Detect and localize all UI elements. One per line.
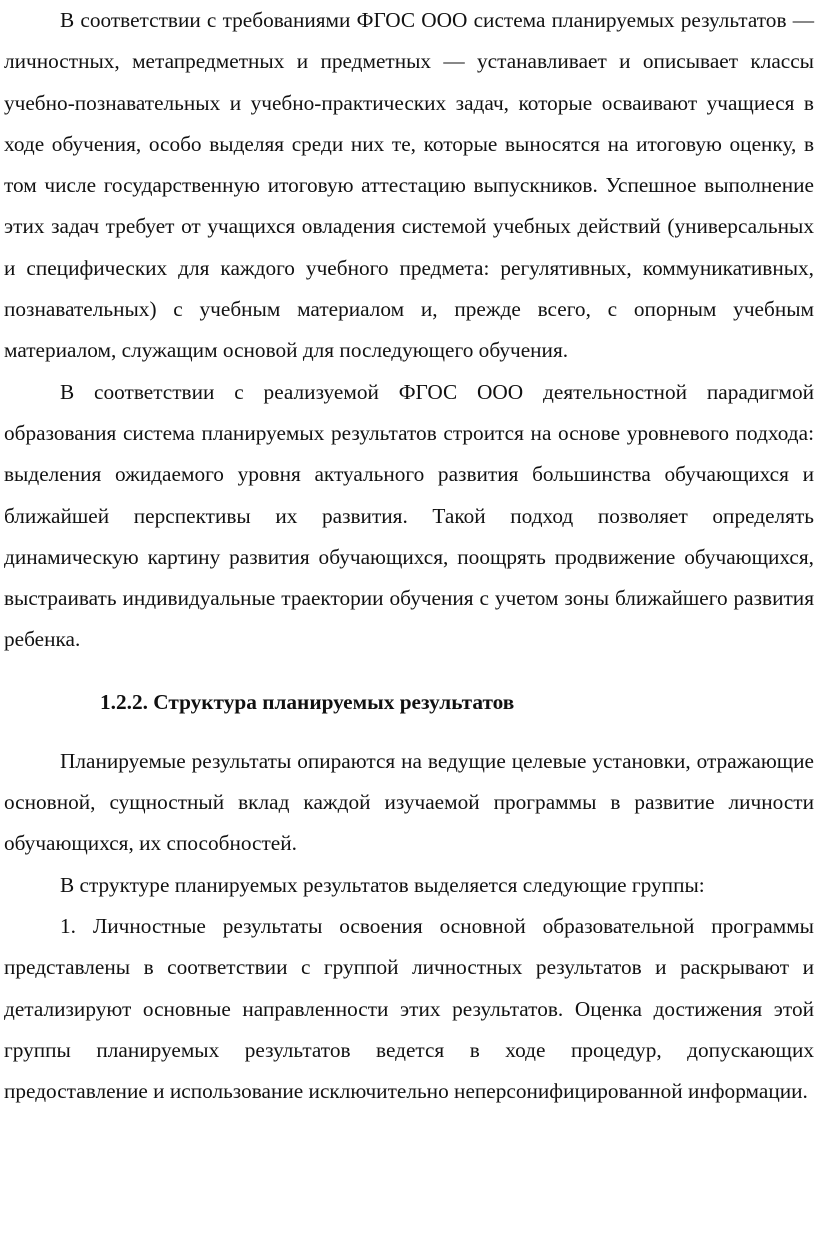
section-heading: 1.2.2. Структура планируемых результатов <box>100 689 515 714</box>
paragraph-structure-groups: В структуре планируемых результатов выделяется следующие группы: <box>60 872 705 897</box>
paragraph-level-approach: В соответствии с реализуемой ФГОС ООО деятельностной парадигмой образования система планируемых результатов строится на основе уровневого подхода: выделения ожидаемого уровня актуального развития большинства обучающихся и ближайшей перспективы их развития. Такой подход позволяет определять динамическую картину развития обучающихся, поощрять продвижение обучающихся, выстраивать индивидуальные траектории обучения с учетом зоны ближайшего развития ребенка. <box>4 379 814 652</box>
paragraph-personal-results: 1. Личностные результаты освоения основной образовательной программы представлены в соответствии с группой личностных результатов и раскрывают и детализируют основные направленности этих результатов. Оценка достижения этой группы планируемых результатов ведется в ходе процедур, допускающих предоставление и использование исключительно неперсонифицированной информации. <box>4 913 814 1104</box>
paragraph-target-settings: Планируемые результаты опираются на ведущие целевые установки, отражающие основной, сущностный вклад каждой изучаемой программы в развитие личности обучающихся, их способностей. <box>4 748 814 856</box>
paragraph-fgos-requirements: В соответствии с требованиями ФГОС ООО система планируемых результатов — личностных, метапредметных и предметных — устанавливает и описывает классы учебно-познавательных и учебно-практических задач, которые осваивают учащиеся в ходе обучения, особо выделяя среди них те, которые выносятся на итоговую оценку, в том числе государственную итоговую аттестацию выпускников. Успешное выполнение этих задач требует от учащихся овладения системой учебных действий (универсальных и специфических для каждого учебного предмета: регулятивных, коммуникативных, познавательных) с учебным материалом и, прежде всего, с опорным учебным материалом, служащим основой для последующего обучения. <box>4 8 814 363</box>
